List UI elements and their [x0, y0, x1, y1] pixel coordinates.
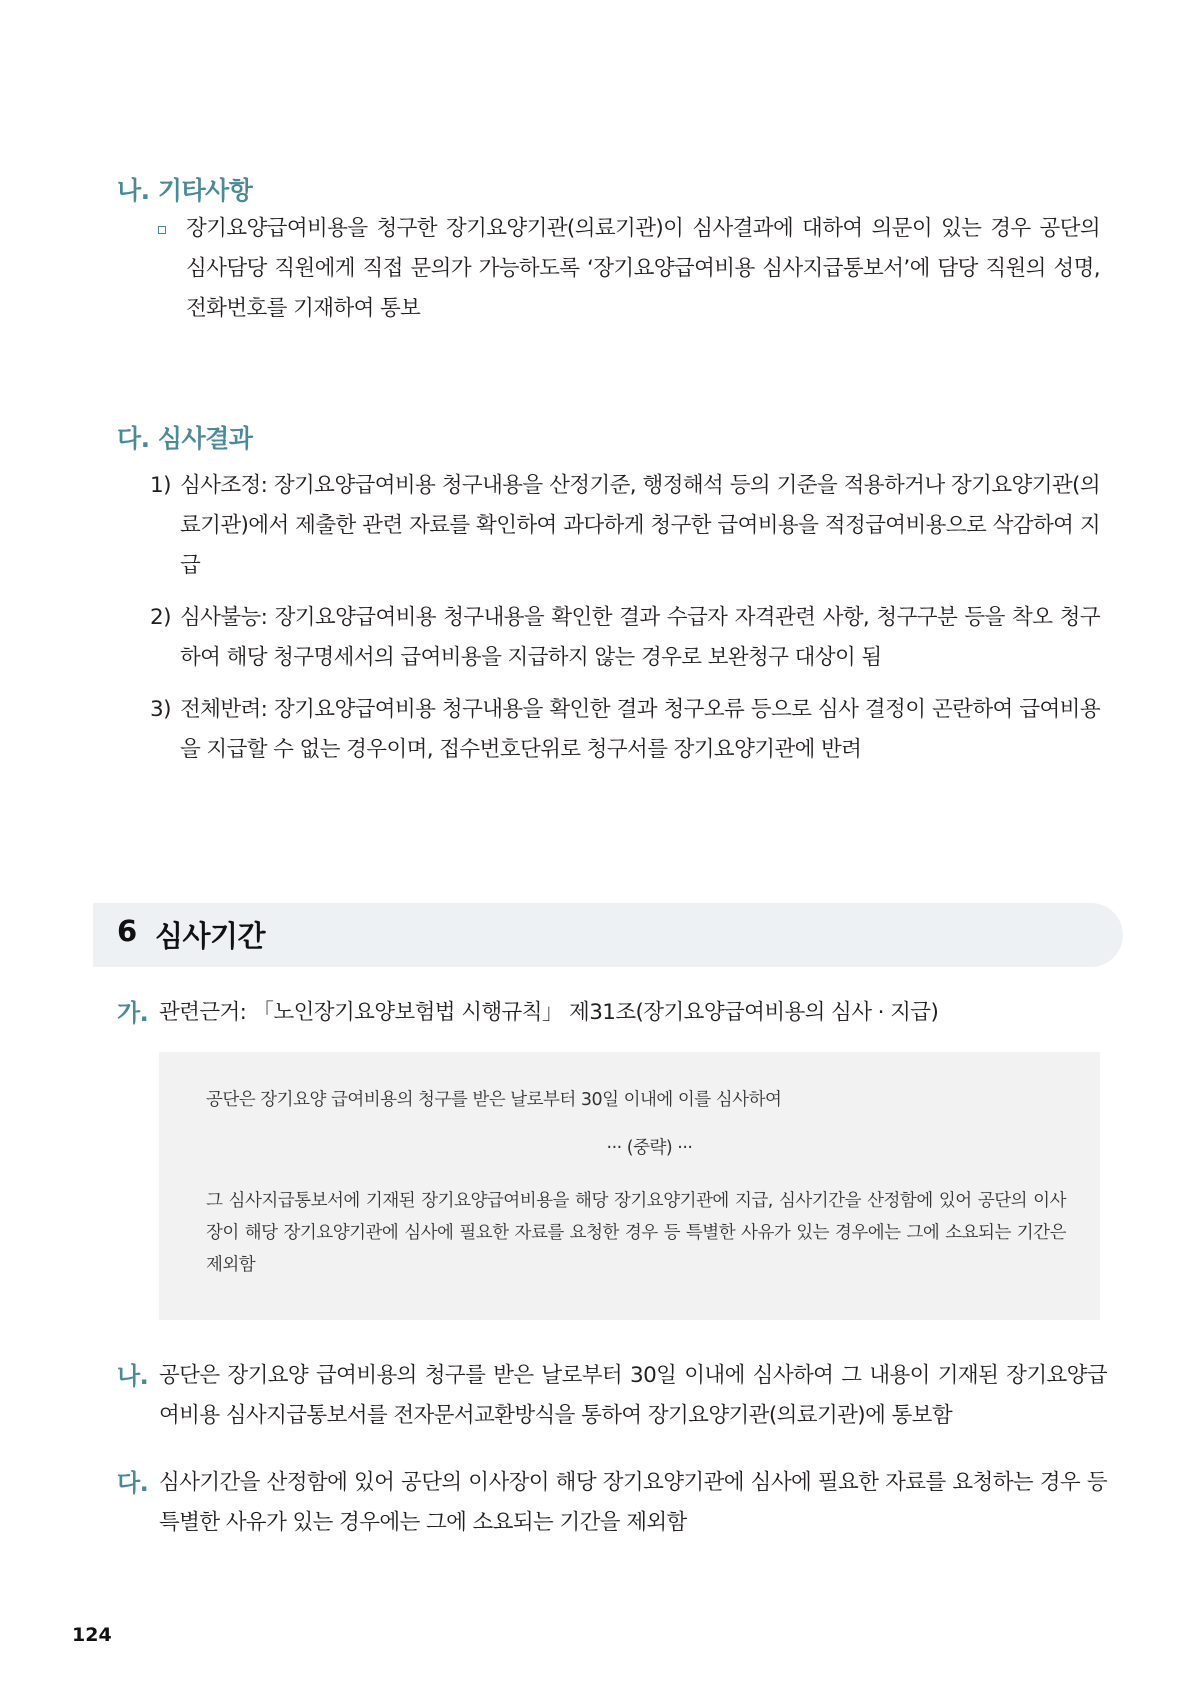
list-item-number: 3) [150, 697, 171, 722]
heading-review-results: 다. 심사결과 [117, 424, 253, 453]
item-text: 관련근거: 「노인장기요양보험법 시행규칙」 제31조(장기요양급여비용의 심사 · 지급) [159, 1000, 939, 1025]
item-da [117, 1463, 1107, 1543]
section-title: 심사기간 [155, 919, 266, 953]
other-matters-bullet-text: 장기요양급여비용을 청구한 장기요양기관(의료기관)이 심사결과에 대하여 의문이 있는 경우 공단의 심사담당 직원에게 직접 문의가 가능하도록 ‘장기요양급여비용 심사지급통보서’에 담당 직원의 성명, 전화번호를 기재하여 통보 [186, 216, 1100, 321]
list-item-text: 심사조정: 장기요양급여비용 청구내용을 산정기준, 행정해석 등의 기준을 적용하거나 장기요양기관(의료기관)에서 제출한 관련 자료를 확인하여 과다하게 청구한 급여비용을 적정급여비용으로 삭감하여 지급 [180, 473, 1100, 578]
square-bullet-icon [158, 226, 166, 234]
item-mark: 가. [117, 999, 149, 1027]
page-number: 124 [72, 1624, 112, 1646]
section-number: 6 [117, 914, 138, 948]
item-ga [117, 993, 1107, 1033]
item-text: 심사기간을 산정함에 있어 공단의 이사장이 해당 장기요양기관에 심사에 필요한 자료를 요청하는 경우 등 특별한 사유가 있는 경우에는 그에 소요되는 기간을 제외함 [159, 1470, 1107, 1535]
legal-quote-box [159, 1052, 1100, 1320]
list-item [150, 598, 1100, 678]
quote-ellipsis: ··· (중략) ··· [606, 1138, 693, 1158]
item-na [117, 1356, 1107, 1436]
list-item [150, 466, 1100, 586]
quote-line-1: 공단은 장기요양 급여비용의 청구를 받은 날로부터 30일 이내에 이를 심사하여 [206, 1090, 782, 1110]
list-item-text: 심사불능: 장기요양급여비용 청구내용을 확인한 결과 수급자 자격관련 사항, 청구구분 등을 착오 청구하여 해당 청구명세서의 급여비용을 지급하지 않는 경우로 보완청구 대상이 됨 [180, 605, 1100, 670]
item-mark: 나. [117, 1362, 149, 1390]
list-item [150, 690, 1100, 770]
heading-other-matters: 나. 기타사항 [117, 176, 253, 205]
quote-line-2: 그 심사지급통보서에 기재된 장기요양급여비용을 해당 장기요양기관에 지급, 심사기간을 산정함에 있어 공단의 이사장이 해당 장기요양기관에 심사에 필요한 자료를 요청한 경우 등 특별한 사유가 있는 경우에는 그에 소요되는 기간은 제외함 [206, 1191, 1066, 1275]
list-item-number: 1) [150, 473, 171, 498]
item-text: 공단은 장기요양 급여비용의 청구를 받은 날로부터 30일 이내에 심사하여 그 내용이 기재된 장기요양급여비용 심사지급통보서를 전자문서교환방식을 통하여 장기요양기관(의료기관)에 통보함 [159, 1363, 1107, 1428]
item-mark: 다. [117, 1469, 149, 1497]
list-item-number: 2) [150, 605, 171, 630]
list-item-text: 전체반려: 장기요양급여비용 청구내용을 확인한 결과 청구오류 등으로 심사 결정이 곤란하여 급여비용을 지급할 수 없는 경우이며, 접수번호단위로 청구서를 장기요양기관에 반려 [180, 697, 1100, 762]
